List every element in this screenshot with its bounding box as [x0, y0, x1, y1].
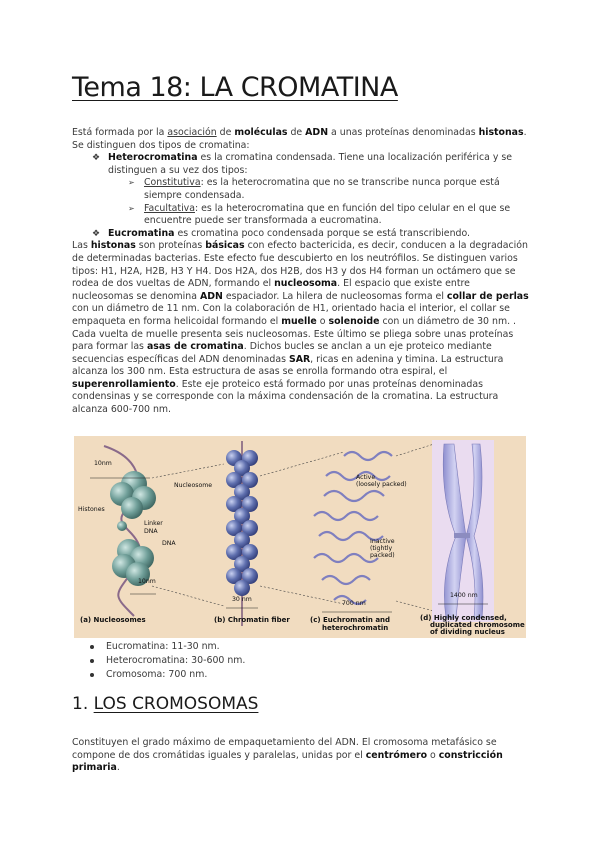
text-underlined: Constitutiva: [144, 177, 201, 189]
text-run: , ricas en adenina y timina. La estructura alcanza los 300 nm. Esta estructura de asas se enrolla formando otra espiral, el: [72, 353, 504, 378]
diamond-bullet-icon: ❖: [92, 228, 101, 239]
size-list: [72, 640, 245, 683]
text-underlined: asociación: [167, 127, 217, 138]
label-histones: Histones: [78, 506, 105, 513]
label-active-sub: (loosely packed): [356, 481, 407, 488]
chromatin-illustration: [74, 436, 526, 638]
text-bold: moléculas: [234, 127, 288, 138]
label-linker-dna: DNA: [144, 528, 158, 535]
list-item: [72, 640, 245, 654]
label-active: Active: [356, 474, 376, 481]
list-item-text: Eucromatina: 11-30 nm.: [106, 641, 220, 652]
label-30nm: 30 nm: [232, 596, 252, 603]
text-run: Está formada por la: [72, 127, 168, 138]
arrow-bullet-icon: ➢: [128, 203, 135, 213]
text-run: . Se distinguen dos tipos de cromatina:: [72, 127, 527, 151]
label-dna: DNA: [162, 540, 176, 547]
text-bold: histonas: [478, 127, 524, 138]
chromosomes-paragraph: [72, 737, 532, 775]
text-run: con efecto bactericida, es decir, conducen a la degradación de determinadas bacterias. Este efecto fue descubierto en los neutrófilos. Se distinguen varios tipos: H1, H2A, H2B, H3 Y H4. Dos H2A, dos H2B, dos H3 y dos H4 forman un octámero que se rodea de dos vueltas de ADN, formando el: [72, 240, 528, 290]
text-bold: muelle: [281, 315, 317, 327]
bullet-dot-icon: [90, 659, 94, 663]
text-run: de: [216, 127, 235, 138]
text-bold: superenrollamiento: [72, 378, 176, 390]
text-run: .: [116, 762, 120, 774]
intro-paragraph: [72, 127, 532, 152]
arrow-bullet-icon: ➢: [128, 178, 135, 188]
text-run: con un diámetro de 11 nm. Con la colaboración de H1, orientado hacia el interior, el collar se empaqueta en forma helicoidal formando el: [72, 303, 510, 327]
text-run: con un diámetro de 30 nm. . Cada vuelta de muelle presenta seis nucleosomas. Este último se pliega sobre unas proteínas para formar las: [72, 315, 517, 353]
section-title: LOS CROMOSOMAS: [93, 694, 259, 714]
caption-d3: of dividing nucleus: [430, 628, 505, 636]
page-title: Tema 18: LA CROMATINA: [72, 72, 398, 103]
label-700nm: 700 nm: [342, 600, 366, 607]
text-run: : es la heterocromatina que no se transcribe nunca porque está siempre condensada.: [144, 177, 500, 201]
label-1400nm: 1400 nm: [450, 592, 478, 599]
label-nucleosome: Nucleosome: [174, 482, 213, 489]
text-bold: asas de cromatina: [146, 341, 244, 353]
caption-d2: duplicated chromosome: [430, 621, 525, 629]
text-run: de: [287, 127, 306, 138]
text-bold: centrómero: [365, 749, 428, 761]
text-run: . El espacio que existe entre nucleosomas se denomina: [72, 278, 470, 302]
list-item-text: Heterocromatina: 30-600 nm.: [106, 655, 246, 667]
histones-paragraph: [72, 240, 532, 416]
text-run: o: [316, 315, 329, 327]
diamond-bullet-icon: ❖: [92, 153, 101, 164]
chromatin-figure: [74, 436, 526, 638]
label-inactive: Inactive: [370, 538, 395, 545]
bullet-dot-icon: [90, 673, 94, 677]
main-text: [72, 127, 532, 417]
euchromatin-drawing: [314, 452, 392, 612]
text-bold: constricción primaria: [72, 749, 503, 774]
text-bold: SAR: [288, 353, 311, 365]
section-number: 1.: [72, 694, 94, 714]
text-run: : es la heterocromatina que en función del tipo celular en el que se encuentre puede ser transformada a eucromatina.: [144, 202, 511, 227]
text-run: . Dichos bucles se anclan a un eje proteico mediante secuencias específicas del ADN denominadas: [72, 341, 492, 365]
list-item: [72, 654, 245, 668]
caption-b: (b) Chromatin fiber: [214, 616, 290, 624]
label-linker: Linker: [144, 520, 163, 527]
text-bold: solenoide: [328, 315, 380, 327]
text-run: es cromatina poco condensada porque se está transcribiendo.: [174, 227, 471, 239]
text-bold: ADN: [199, 290, 223, 302]
text-bold: básicas: [205, 240, 245, 252]
caption-c1: (c) Euchromatin and: [310, 616, 391, 624]
text-bold: histonas: [90, 240, 136, 252]
text-run: Constituyen el grado máximo de empaquetamiento del ADN. El cromosoma metafásico se compone de dos cromátidas iguales y paralelas, unidas por el: [72, 737, 497, 761]
label-10nm-bottom: 10nm: [138, 578, 156, 585]
caption-a: (a) Nucleosomes: [80, 616, 146, 624]
label-10nm: 10nm: [94, 460, 112, 467]
section-heading: [72, 694, 258, 714]
text-bold: nucleosoma: [274, 278, 338, 290]
list-item: [72, 668, 245, 682]
text-bold: ADN: [305, 127, 329, 138]
text-run: a unas proteínas denominadas: [328, 127, 479, 138]
list-item-facultativa: [72, 203, 532, 228]
text-run: o: [427, 749, 439, 761]
text-run: espaciador. La hilera de nucleosomas forma el: [222, 290, 447, 302]
label-inactive-sub2: packed): [370, 552, 395, 559]
text-bold: Heterocromatina: [108, 152, 198, 164]
caption-d1: (d) Highly condensed,: [420, 614, 507, 622]
list-item-constitutiva: [72, 177, 532, 202]
text-run: Las: [72, 240, 91, 252]
text-run: . Este eje proteico está formado por unas proteínas denominadas condensinas y se corresponde con la máxima condensación de la cromatina. La estructura alcanza 600-700 nm.: [72, 378, 499, 416]
text-bold: Eucromatina: [108, 227, 175, 239]
list-item-eucromatina: [72, 228, 532, 241]
text-bold: collar de perlas: [446, 290, 529, 302]
list-item-text: Cromosoma: 700 nm.: [106, 669, 208, 681]
text-run: son proteínas: [135, 240, 206, 252]
text-underlined: Facultativa: [144, 202, 195, 214]
caption-c2: heterochromatin: [322, 624, 389, 632]
label-inactive-sub1: (tightly: [370, 545, 393, 552]
text-run: es la cromatina condensada. Tiene una localización periférica y se distinguen a su vez dos tipos:: [108, 152, 513, 176]
bullet-dot-icon: [90, 645, 94, 649]
list-item-heterocromatina: [72, 152, 532, 177]
